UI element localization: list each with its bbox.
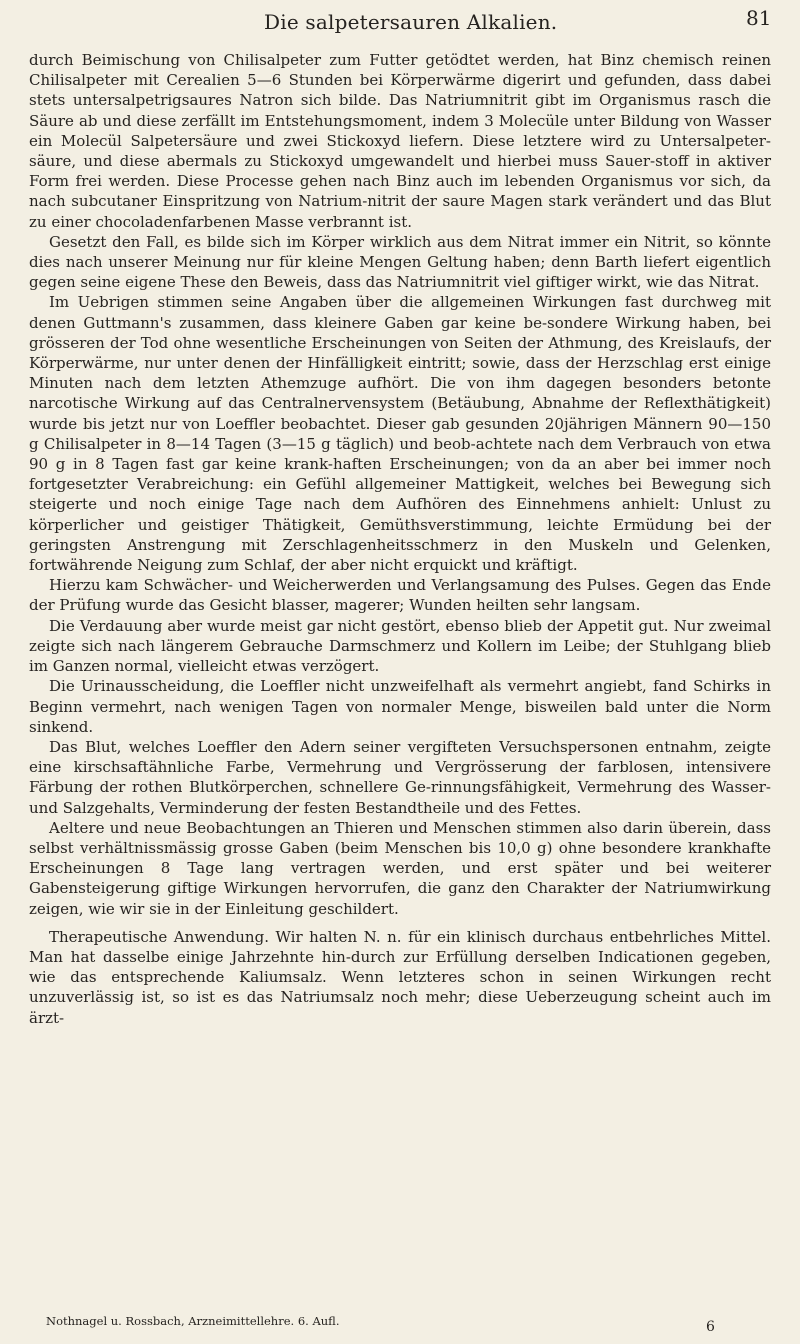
page-footer — [46, 1314, 746, 1335]
paragraph-digestion: Die Verdauung aber wurde meist gar nicht gestört, ebenso blieb der Appetit gut. Nur zweimal zeigte sich nach längerem Gebrauche Darmschmerz und Kollern im Leibe; der Stuhlgang blieb im Ganzen normal, vielleicht etwas verzögert. — [29, 616, 771, 676]
running-head: Die salpetersauren Alkalien. — [264, 10, 558, 34]
paragraph-gap — [29, 919, 771, 927]
paragraph-binz-experiment: durch Beimischung von Chilisalpeter zum Futter getödtet werden, hat Binz chemisch reinen Chilisalpeter mit Cerealien 5—6 Stunden bei Körperwärme digerirt und gefunden, dass dabei stets untersalpetrigsaures Natron sich bilde. Das Natriumnitrit gibt im Organismus rasch die Säure ab und diese zerfällt im Entstehungsmoment, indem 3 Molecüle unter Bildung von Wasser ein Molecül Salpetersäure und zwei Stickoxyd liefern. Diese letztere wird zu Untersalpeter-säure, und diese abermals zu Stickoxyd umgewandelt und hierbei muss Sauer-stoff in aktiver Form frei werden. Diese Processe gehen nach Binz auch im lebenden Organismus vor sich, da nach subcutaner Einspritzung von Natrium-nitrit der saure Magen stark verändert und das Blut zu einer chocoladenfarbenen Masse verbrannt ist. — [29, 51, 771, 231]
paragraph-therapeutic-use: Therapeutische Anwendung. Wir halten N. n. für ein klinisch durchaus entbehrliches Mittel. Man hat dasselbe einige Jahrzehnte hin-durch zur Erfüllung derselben Indicationen gegeben, wie das entsprechende Kaliumsalz. Wenn letzteres schon in seinen Wirkungen recht unzuverlässig ist, so ist es das Natriumsalz noch mehr; diese Ueberzeugung scheint auch im ärzt- — [29, 927, 771, 1027]
paragraph-nitrit-hypothesis: Gesetzt den Fall, es bilde sich im Körper wirklich aus dem Nitrat immer ein Nitrit, so könnte dies nach unserer Meinung nur für kleine Mengen Geltung haben; denn Barth liefert eigentlich gegen seine eigene These den Beweis, dass das Natriumnitrit viel giftiger wirkt, wie das Nitrat. — [29, 232, 771, 292]
page-header — [0, 2, 800, 42]
paragraph-urine: Die Urinausscheidung, die Loeffler nicht unzweifelhaft als vermehrt angiebt, fand Schirks in Beginn vermehrt, nach wenigen Tagen von normaler Menge, bisweilen bald unter die Norm sinkend. — [29, 677, 771, 736]
paragraph-observations: Aeltere und neue Beobachtungen an Thieren und Menschen stimmen also darin überein, dass selbst verhältnissmässig grosse Gaben (beim Menschen bis 10,0 g) ohne besondere krankhafte Erscheinungen 8 Tage lang vertragen werden, und erst später und bei weiterer Gabensteigerung giftige Wirkungen hervorrufen, die ganz den Charakter der Natriumwirkung zeigen, wie wir sie in der Einleitung geschildert. — [29, 818, 771, 918]
paragraph-pulse: Hierzu kam Schwächer- und Weicherwerden und Verlangsamung des Pulses. Gegen das Ende der Prüfung wurde das Gesicht blasser, magerer; Wunden heilten sehr langsam. — [29, 576, 771, 615]
footer-imprint: Nothnagel u. Rossbach, Arzneimittellehre. 6. Aufl. — [46, 1314, 340, 1328]
body-text — [29, 50, 771, 1028]
paragraph-blood: Das Blut, welches Loeffler den Adern seiner vergifteten Versuchspersonen entnahm, zeigte eine kirschsaftähnliche Farbe, Vermehrung und Vergrösserung der farblosen, intensivere Färbung der rothen Blutkörperchen, schnellere Ge-rinnungsfähigkeit, Vermehrung des Wasser- und Salzgehalts, Verminderung der festen Bestandtheile und des Fettes. — [29, 737, 771, 817]
signature-mark: 6 — [706, 1319, 715, 1335]
page-number: 81 — [746, 6, 772, 30]
paragraph-general-effects: Im Uebrigen stimmen seine Angaben über die allgemeinen Wirkungen fast durchweg mit denen Guttmann's zusammen, dass kleinere Gaben gar keine be-sondere Wirkung haben, bei grösseren der Tod ohne wesentliche Erscheinungen von Seiten der Athmung, des Kreislaufs, der Körperwärme, nur unter denen der Hinfälligkeit eintritt; sowie, dass der Herzschlag erst einige Minuten nach dem letzten Athemzuge aufhört. Die von ihm dagegen besonders betonte narcotische Wirkung auf das Centralnervensystem (Betäubung, Abnahme der Reflexthätigkeit) wurde bis jetzt nur von Loeffler beobachtet. Dieser gab gesunden 20jährigen Männern 90—150 g Chilisalpeter in 8—14 Tagen (3—15 g täglich) und beob-achtete nach dem Verbrauch von etwa 90 g in 8 Tagen fast gar keine krank-haften Erscheinungen; von da an aber bei immer noch fortgesetzter Verabreichung: ein Gefühl allgemeiner Mattigkeit, welches bei Bewegung sich steigerte und noch einige Tage nach dem Aufhören des Einnehmens anhielt: Unlust zu körperlicher und geistiger Thätigkeit, Gemüthsverstimmung, leichte Ermüdung bei der geringsten Anstrengung mit Zerschlagenheitsschmerz in den Muskeln und Gelenken, fortwährende Neigung zum Schlaf, der aber nicht erquickt und kräftigt. — [29, 293, 771, 575]
